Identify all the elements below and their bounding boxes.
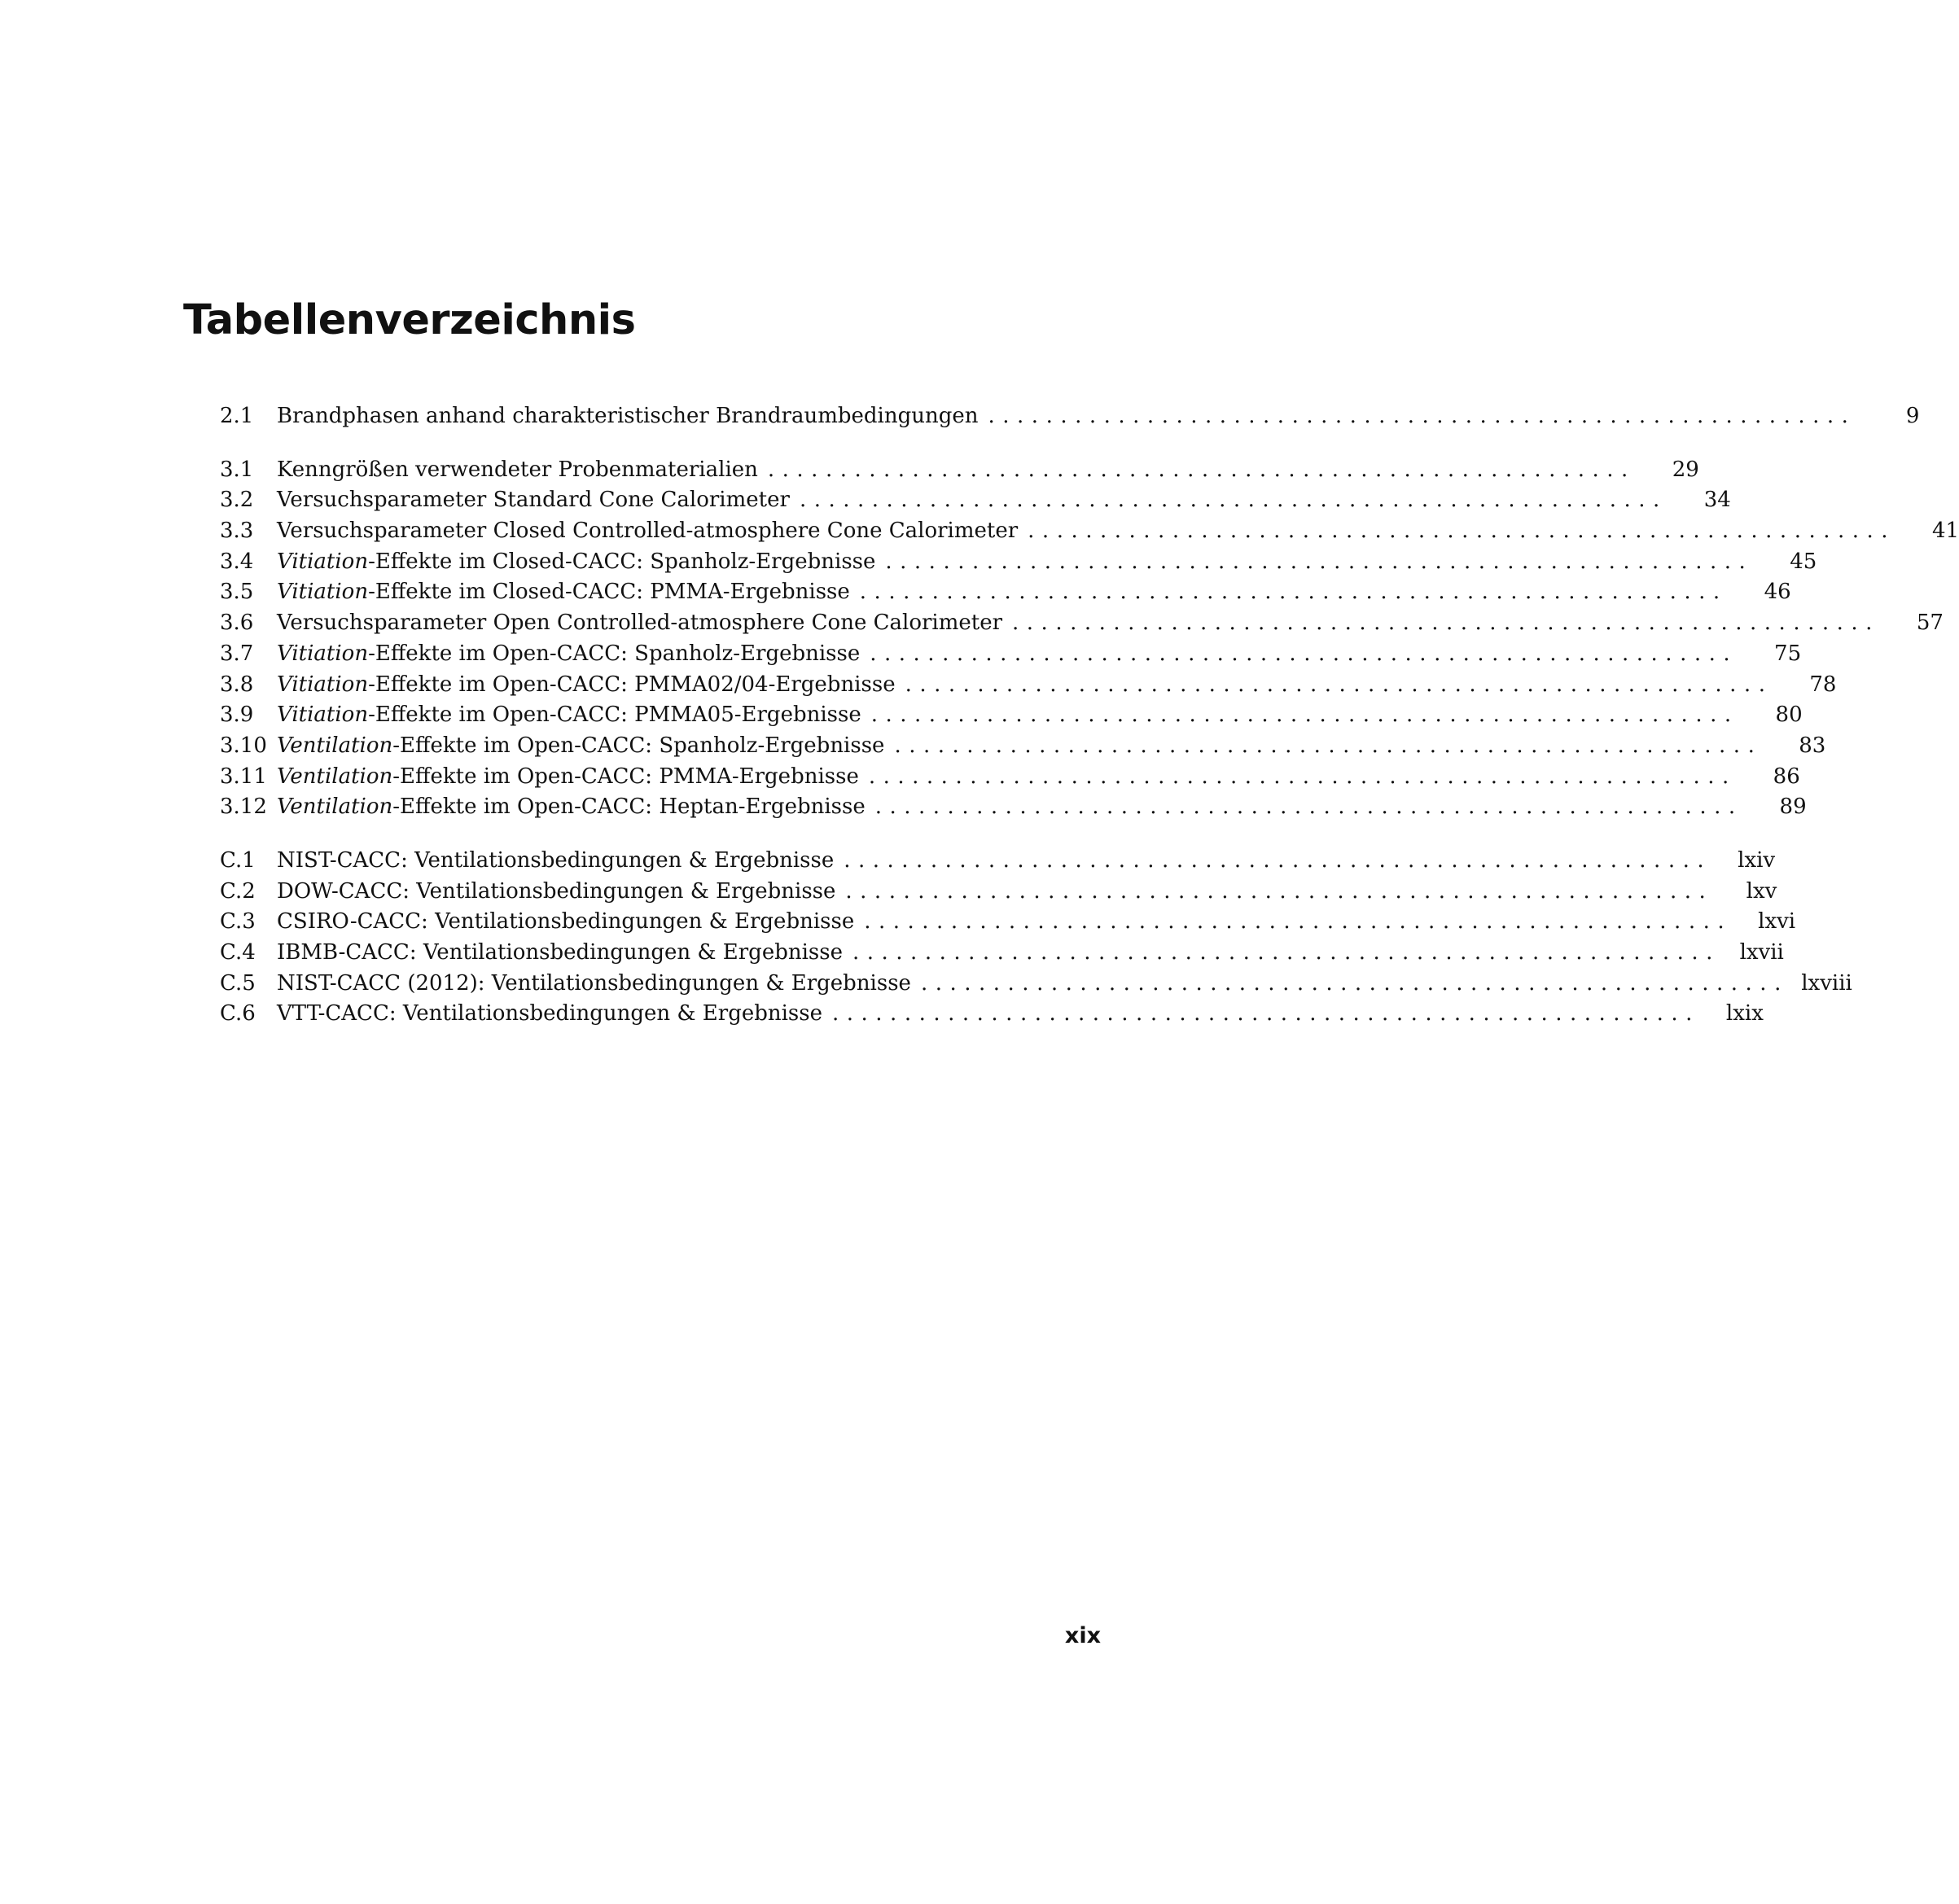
table-number: 3.3 <box>220 519 254 544</box>
table-title <box>277 999 822 1030</box>
dot-leader: ............................................................ <box>844 847 1712 873</box>
page-title: Tabellenverzeichnis <box>183 296 636 344</box>
page-reference: 57 <box>1916 611 1944 636</box>
toc-group <box>220 846 1852 1030</box>
page-reference: lxiv <box>1738 847 1776 873</box>
page-reference: lxvi <box>1758 909 1796 934</box>
dot-leader: ............................................................ <box>874 794 1743 820</box>
page-number: xix <box>1064 1623 1101 1648</box>
table-number: C.6 <box>220 1001 256 1026</box>
dot-leader: ............................................................ <box>885 549 1754 574</box>
toc-entry[interactable] <box>220 938 1784 969</box>
table-title-text: NIST-CACC (2012): Ventilationsbedingungen & Ergebnisse <box>277 970 911 996</box>
table-title-text: IBMB-CACC: Ventilationsbedingungen & Ergebnisse <box>277 940 843 965</box>
toc-entry[interactable] <box>220 577 1791 608</box>
toc-entry[interactable] <box>220 762 1800 793</box>
toc-entry[interactable] <box>220 731 1826 762</box>
table-title-text: -Effekte im Open-CACC: Heptan-Ergebnisse <box>392 794 866 820</box>
table-title <box>277 401 979 432</box>
dot-leader: ............................................................ <box>920 970 1789 996</box>
table-number: 3.5 <box>220 580 254 605</box>
dot-leader: ............................................................ <box>832 1001 1700 1026</box>
dot-leader: ............................................................ <box>1028 519 1896 544</box>
table-title <box>277 700 861 731</box>
page-reference: 78 <box>1809 672 1837 697</box>
table-title-text: VTT-CACC: Ventilationsbedingungen & Ergebnisse <box>277 1001 822 1026</box>
toc-group <box>220 455 1959 823</box>
toc-entry[interactable] <box>220 792 1807 823</box>
table-title <box>277 547 875 578</box>
table-title <box>277 792 866 823</box>
table-title <box>277 938 843 969</box>
table-title-text: DOW-CACC: Ventilationsbedingungen & Ergebnisse <box>277 878 836 904</box>
table-title-emphasis: Ventilation <box>277 794 393 820</box>
page-reference: 29 <box>1672 457 1699 482</box>
table-title-emphasis: Vitiation <box>277 580 369 605</box>
dot-leader: ............................................................ <box>845 878 1714 904</box>
dot-leader: ............................................................ <box>905 672 1773 697</box>
toc-entry[interactable] <box>220 639 1802 670</box>
table-number: 3.8 <box>220 672 254 697</box>
table-title-emphasis: Vitiation <box>277 549 369 574</box>
page-reference: lxix <box>1725 1001 1764 1026</box>
table-title <box>277 731 884 762</box>
table-title <box>277 846 834 877</box>
table-list <box>220 401 1959 1053</box>
table-title-emphasis: Ventilation <box>277 764 393 789</box>
table-title <box>277 762 859 793</box>
table-title <box>277 608 1002 639</box>
table-number: C.2 <box>220 878 256 904</box>
dot-leader: ............................................................ <box>799 488 1668 513</box>
page-reference: 75 <box>1774 641 1802 666</box>
toc-entry[interactable] <box>220 401 1920 432</box>
toc-entry[interactable] <box>220 907 1796 938</box>
table-title <box>277 455 758 486</box>
table-title-emphasis: Vitiation <box>277 641 369 666</box>
page-reference: 80 <box>1775 703 1803 728</box>
toc-entry[interactable] <box>220 877 1777 908</box>
table-number: 2.1 <box>220 404 254 428</box>
table-title-text: Kenngrößen verwendeter Probenmaterialien <box>277 457 758 482</box>
page-reference: 45 <box>1790 549 1817 574</box>
dot-leader: ............................................................ <box>894 733 1763 758</box>
table-title <box>277 639 860 670</box>
dot-leader: ............................................................ <box>868 764 1737 789</box>
toc-entry[interactable] <box>220 485 1731 516</box>
table-title-text: -Effekte im Open-CACC: Spanholz-Ergebnisse <box>392 733 885 758</box>
dot-leader: ............................................................ <box>1012 611 1880 636</box>
page-reference: 41 <box>1931 519 1959 544</box>
table-number: 3.2 <box>220 488 254 513</box>
page-reference: 86 <box>1773 764 1800 789</box>
table-title <box>277 670 896 701</box>
table-title-text: CSIRO-CACC: Ventilationsbedingungen & Ergebnisse <box>277 909 855 934</box>
toc-entry[interactable] <box>220 969 1852 1000</box>
dot-leader: ............................................................ <box>852 940 1720 965</box>
toc-entry[interactable] <box>220 999 1764 1030</box>
table-title-text: Versuchsparameter Standard Cone Calorimeter <box>277 488 790 513</box>
table-number: C.4 <box>220 940 256 965</box>
table-number: C.3 <box>220 909 256 934</box>
toc-entry[interactable] <box>220 670 1837 701</box>
table-title-text: NIST-CACC: Ventilationsbedingungen & Ergebnisse <box>277 847 835 873</box>
table-title <box>277 516 1018 547</box>
table-number: 3.9 <box>220 703 254 728</box>
table-title-emphasis: Vitiation <box>277 703 369 728</box>
table-title-text: Brandphasen anhand charakteristischer Brandraumbedingungen <box>277 404 979 428</box>
page-reference: lxv <box>1746 878 1777 904</box>
dot-leader: ............................................................ <box>767 457 1636 482</box>
table-number: 3.11 <box>220 764 267 789</box>
table-number: C.1 <box>220 847 256 873</box>
table-number: C.5 <box>220 970 256 996</box>
toc-entry[interactable] <box>220 516 1959 547</box>
page-reference: lxviii <box>1801 970 1852 996</box>
table-title <box>277 577 850 608</box>
toc-entry[interactable] <box>220 700 1803 731</box>
table-title-text: -Effekte im Open-CACC: PMMA05-Ergebnisse <box>368 703 861 728</box>
table-title <box>277 907 854 938</box>
page-reference: 83 <box>1799 733 1826 758</box>
table-title-emphasis: Ventilation <box>277 733 393 758</box>
dot-leader: ............................................................ <box>859 580 1728 605</box>
table-title-text: -Effekte im Closed-CACC: Spanholz-Ergebnisse <box>368 549 876 574</box>
table-title <box>277 485 790 516</box>
table-title-text: -Effekte im Open-CACC: Spanholz-Ergebnisse <box>368 641 861 666</box>
table-title-text: Versuchsparameter Closed Controlled-atmosphere Cone Calorimeter <box>277 519 1019 544</box>
table-title <box>277 969 911 1000</box>
toc-group <box>220 401 1920 432</box>
page-reference: lxvii <box>1739 940 1784 965</box>
table-title-emphasis: Vitiation <box>277 672 369 697</box>
page-reference: 9 <box>1905 404 1920 428</box>
table-number: 3.12 <box>220 794 267 820</box>
toc-entry[interactable] <box>220 547 1817 578</box>
dot-leader: ............................................................ <box>870 641 1738 666</box>
table-number: 3.7 <box>220 641 254 666</box>
table-title-text: Versuchsparameter Open Controlled-atmosphere Cone Calorimeter <box>277 611 1003 636</box>
table-number: 3.6 <box>220 611 254 636</box>
table-title-text: -Effekte im Closed-CACC: PMMA-Ergebnisse <box>368 580 850 605</box>
dot-leader: ............................................................ <box>864 909 1733 934</box>
table-title-text: -Effekte im Open-CACC: PMMA-Ergebnisse <box>392 764 859 789</box>
table-number: 3.1 <box>220 457 254 482</box>
page-reference: 89 <box>1779 794 1807 820</box>
dot-leader: ............................................................ <box>988 404 1856 428</box>
dot-leader: ............................................................ <box>870 703 1739 728</box>
toc-entry[interactable] <box>220 846 1776 877</box>
table-title-text: -Effekte im Open-CACC: PMMA02/04-Ergebnisse <box>368 672 896 697</box>
table-number: 3.4 <box>220 549 254 574</box>
page-reference: 46 <box>1764 580 1791 605</box>
table-number: 3.10 <box>220 733 267 758</box>
toc-entry[interactable] <box>220 608 1944 639</box>
table-title <box>277 877 835 908</box>
page-reference: 34 <box>1703 488 1731 513</box>
toc-entry[interactable] <box>220 455 1699 486</box>
